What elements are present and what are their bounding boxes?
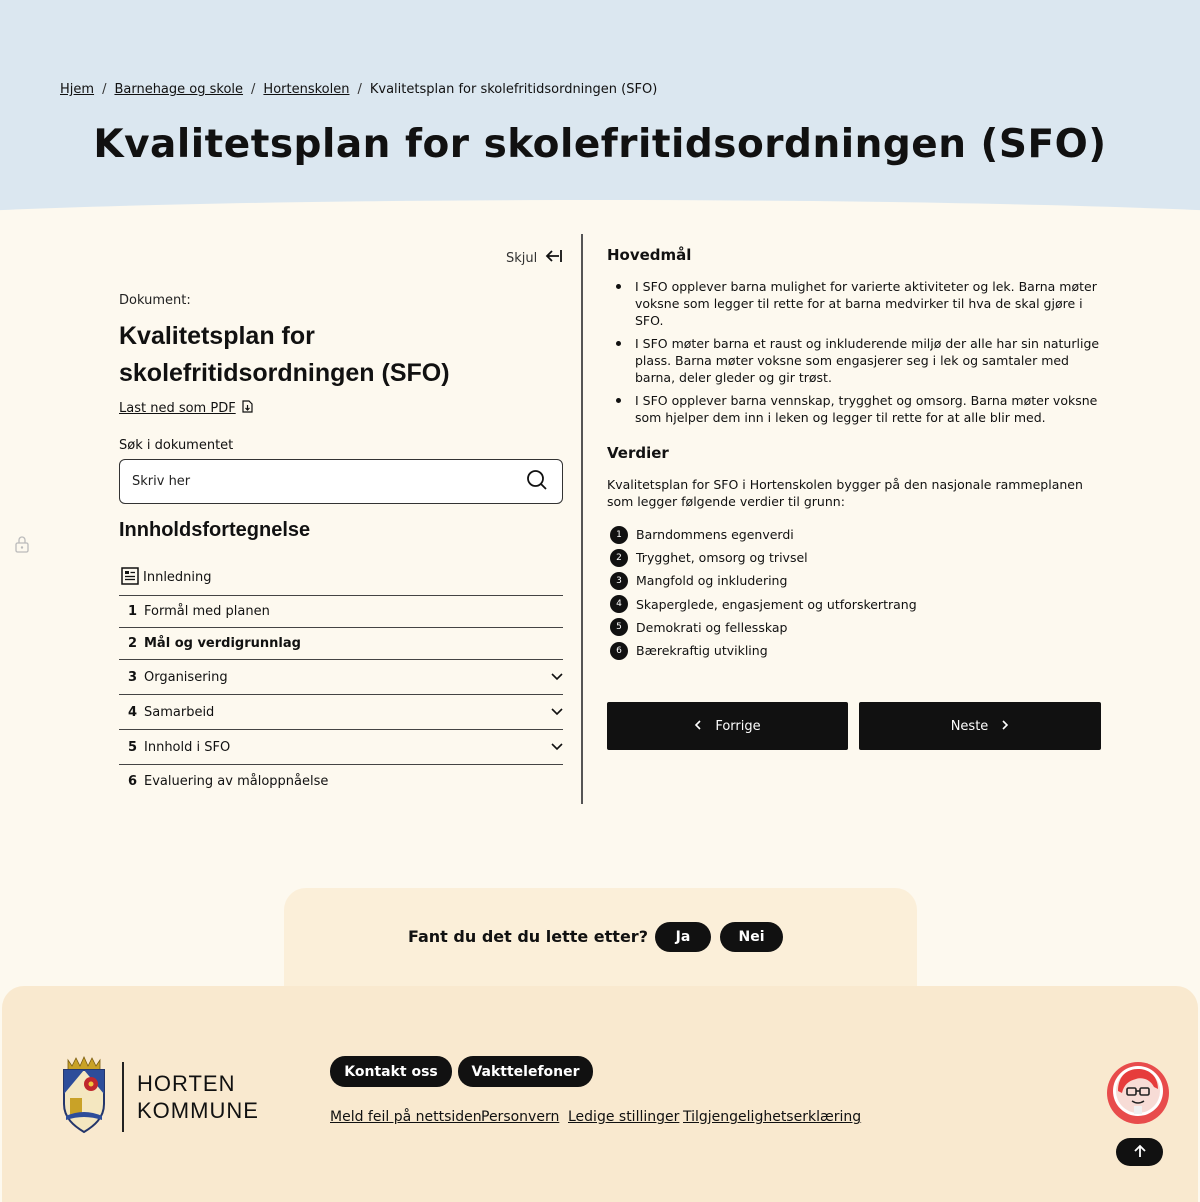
toc-label: Formål med planen	[144, 604, 270, 619]
value-label: Demokrati og fellesskap	[636, 619, 788, 635]
value-label: Mangfold og inkludering	[636, 573, 788, 589]
values-list	[607, 523, 1107, 662]
chevron-left-icon	[694, 719, 701, 734]
toc-number: 1	[128, 604, 138, 619]
toc-item-formal[interactable]	[119, 596, 563, 628]
list-item	[607, 593, 1107, 616]
download-pdf-link[interactable]	[119, 400, 253, 417]
logo-line-1: HORTEN	[137, 1071, 236, 1096]
logo-wordmark[interactable]	[137, 1070, 259, 1124]
search-box	[119, 459, 563, 504]
next-label: Neste	[950, 718, 989, 734]
next-button[interactable]	[859, 702, 1101, 750]
list-item: I SFO opplever barna mulighet for varierte aktiviteter og lek. Barna møter voksne som legger til rette for at barna medvirker til hva de skal gjøre i SFO.	[635, 278, 1107, 329]
page-title: Kvalitetsplan for skolefritidsordningen (SFO)	[93, 122, 1107, 167]
breadcrumb-link-hortenskolen[interactable]: Hortenskolen	[263, 82, 350, 97]
document-list-icon	[121, 567, 139, 589]
list-item: I SFO møter barna et raust og inkluderende miljø der alle har sin naturlige plass. Barna møter voksne som engasjerer seg i lek og samtaler med barna, deler gleder og gir trøst.	[635, 335, 1107, 386]
toc-item-evaluering[interactable]	[119, 765, 563, 797]
previous-button[interactable]	[607, 702, 848, 750]
hero-banner	[0, 0, 1200, 230]
chevron-down-icon[interactable]	[551, 740, 563, 755]
toc-item-organisering[interactable]	[119, 660, 563, 695]
number-badge: 3	[610, 572, 628, 590]
list-item	[607, 523, 1107, 546]
toc-intro-label: Innledning	[143, 570, 212, 585]
coat-of-arms-icon[interactable]	[60, 1054, 108, 1138]
toc-label: Organisering	[144, 669, 228, 685]
previous-label: Forrige	[715, 718, 761, 734]
column-divider	[581, 234, 583, 804]
values-heading: Verdier	[607, 444, 669, 462]
emergency-phones-button[interactable]: Vakttelefoner	[458, 1056, 593, 1087]
chat-assistant-button[interactable]	[1107, 1062, 1169, 1124]
toc-label: Samarbeid	[144, 704, 215, 720]
list-item	[607, 569, 1107, 592]
value-label: Skaperglede, engasjement og utforskertrang	[636, 596, 917, 612]
toc-title: Innholdsfortegnelse	[119, 519, 311, 541]
toc-label: Innhold i SFO	[144, 739, 231, 755]
hide-label: Skjul	[506, 250, 538, 266]
logo-line-2: KOMMUNE	[137, 1098, 259, 1123]
toc-item-intro[interactable]	[119, 560, 563, 596]
arrow-up-icon	[1133, 1143, 1147, 1162]
arrow-left-bar-icon	[545, 248, 563, 268]
breadcrumb-link-barnehage[interactable]: Barnehage og skole	[114, 82, 244, 97]
breadcrumb-separator: /	[251, 82, 256, 97]
jobs-link[interactable]: Ledige stillinger	[568, 1109, 680, 1125]
chevron-down-icon[interactable]	[551, 670, 563, 685]
value-label: Bærekraftig utvikling	[636, 643, 768, 659]
search-icon[interactable]	[526, 469, 548, 495]
breadcrumb-separator: /	[357, 82, 362, 97]
toc-label: Evaluering av måloppnåelse	[144, 773, 329, 789]
chat-assistant-icon	[1110, 1063, 1166, 1123]
number-badge: 6	[610, 642, 628, 660]
toc-number: 2	[128, 636, 138, 651]
feedback-yes-button[interactable]: Ja	[655, 922, 711, 952]
feedback-question: Fant du det du lette etter?	[408, 927, 648, 946]
toc-number: 3	[128, 669, 138, 685]
document-content	[607, 246, 1107, 662]
document-label: Dokument:	[119, 293, 191, 308]
goals-heading: Hovedmål	[607, 246, 692, 264]
privacy-link[interactable]: Personvern	[481, 1109, 560, 1125]
number-badge: 1	[610, 526, 628, 544]
chevron-right-icon	[1002, 719, 1009, 734]
list-item	[607, 546, 1107, 569]
search-label: Søk i dokumentet	[119, 438, 234, 453]
chevron-down-icon[interactable]	[551, 705, 563, 720]
breadcrumb-current: Kvalitetsplan for skolefritidsordningen (SFO)	[369, 82, 658, 97]
values-intro: Kvalitetsplan for SFO i Hortenskolen bygger på den nasjonale rammeplanen som legger følgende verdier til grunn:	[607, 477, 1083, 509]
search-input[interactable]	[132, 474, 492, 489]
scroll-to-top-button[interactable]	[1116, 1138, 1163, 1166]
toc-item-innhold[interactable]	[119, 730, 563, 765]
value-label: Trygghet, omsorg og trivsel	[636, 550, 808, 566]
number-badge: 5	[610, 618, 628, 636]
toc-label: Mål og verdigrunnlag	[144, 636, 301, 651]
toc-item-mal-og-verdigrunnlag[interactable]	[119, 628, 563, 660]
pdf-link-label: Last ned som PDF	[119, 401, 236, 416]
breadcrumb	[60, 82, 657, 97]
document-title: Kvalitetsplan for skolefritidsordningen (SFO)	[119, 322, 450, 387]
list-item: I SFO opplever barna vennskap, trygghet og omsorg. Barna møter voksne som hjelper dem inn i leken og legger til rette for at alle blir med.	[635, 392, 1107, 426]
hide-sidebar-button[interactable]	[506, 248, 563, 268]
number-badge: 4	[610, 595, 628, 613]
breadcrumb-separator: /	[102, 82, 107, 97]
toc-number: 4	[128, 704, 138, 720]
contact-button[interactable]: Kontakt oss	[330, 1056, 452, 1087]
list-item	[607, 639, 1107, 662]
toc-number: 5	[128, 739, 138, 755]
hero-curve	[0, 200, 1200, 230]
document-download-icon	[242, 400, 253, 417]
goals-list	[607, 278, 1107, 426]
number-badge: 2	[610, 549, 628, 567]
accessibility-link[interactable]: Tilgjengelighetserklæring	[683, 1109, 862, 1125]
toc-item-samarbeid[interactable]	[119, 695, 563, 730]
table-of-contents	[119, 560, 563, 797]
feedback-no-button[interactable]: Nei	[720, 922, 783, 952]
lock-icon[interactable]	[14, 535, 30, 557]
value-label: Barndommens egenverdi	[636, 527, 794, 543]
toc-number: 6	[128, 773, 138, 789]
breadcrumb-link-home[interactable]: Hjem	[60, 82, 95, 97]
logo-divider	[122, 1062, 124, 1132]
report-error-link[interactable]: Meld feil på nettsiden	[330, 1109, 482, 1125]
list-item	[607, 616, 1107, 639]
